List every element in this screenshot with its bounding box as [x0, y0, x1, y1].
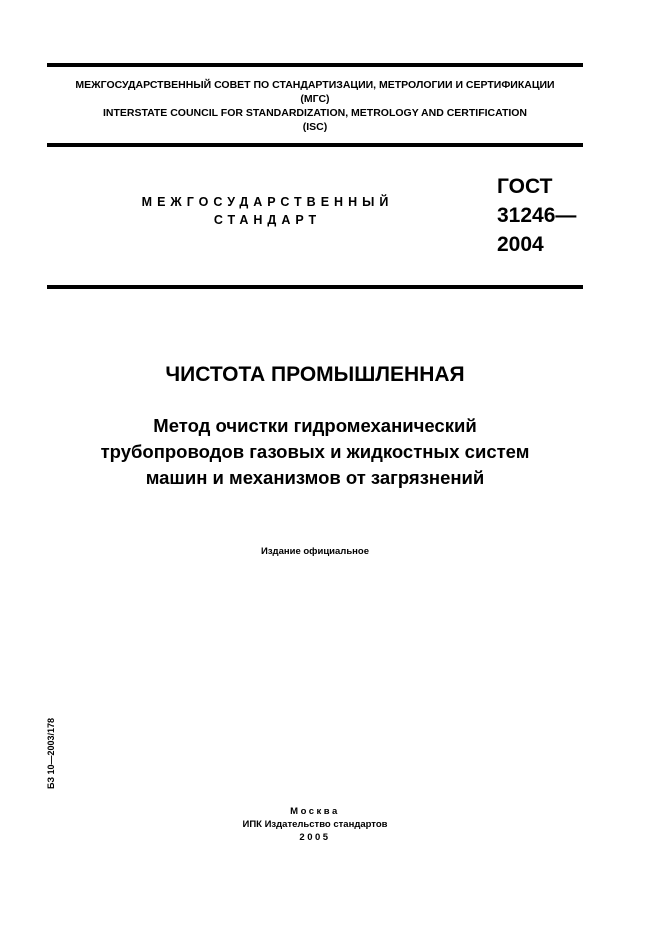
council-name-ru: МЕЖГОСУДАРСТВЕННЫЙ СОВЕТ ПО СТАНДАРТИЗАЦИИ, МЕТРОЛОГИИ И СЕРТИФИКАЦИИ	[75, 79, 555, 91]
council-abbr-ru: (МГС)	[300, 93, 330, 105]
edition-note: Издание официальное	[261, 546, 369, 557]
imprint-year: 2005	[299, 832, 331, 843]
standard-type-line2: СТАНДАРТ	[213, 213, 322, 227]
subtitle-line2: трубопроводов газовых и жидкостных систем	[100, 441, 530, 462]
gost-year: 2004	[497, 233, 544, 256]
standard-type-line1: МЕЖГОСУДАРСТВЕННЫЙ	[141, 195, 394, 209]
top-rule	[47, 63, 583, 67]
council-abbr-en: (ISC)	[302, 121, 328, 133]
subtitle-line1: Метод очистки гидромеханический	[153, 415, 477, 436]
gost-number: 31246—	[497, 204, 577, 227]
imprint-publisher: ИПК Издательство стандартов	[242, 819, 388, 830]
document-subtitle	[47, 413, 583, 491]
document-title: ЧИСТОТА ПРОМЫШЛЕННАЯ	[165, 363, 465, 386]
standard-type	[130, 193, 405, 229]
header-rule	[47, 143, 583, 147]
council-name-en: INTERSTATE COUNCIL FOR STANDARDIZATION, METROLOGY AND CERTIFICATION	[102, 107, 528, 119]
council-header	[47, 78, 583, 134]
imprint	[47, 805, 583, 844]
subtitle-line3: машин и механизмов от загрязнений	[145, 467, 485, 488]
side-code: БЗ 10—2003/178	[46, 717, 56, 789]
imprint-city: Москва	[290, 806, 340, 817]
gost-label: ГОСТ	[497, 175, 553, 198]
designation-rule	[47, 285, 583, 289]
gost-designation	[497, 172, 576, 259]
